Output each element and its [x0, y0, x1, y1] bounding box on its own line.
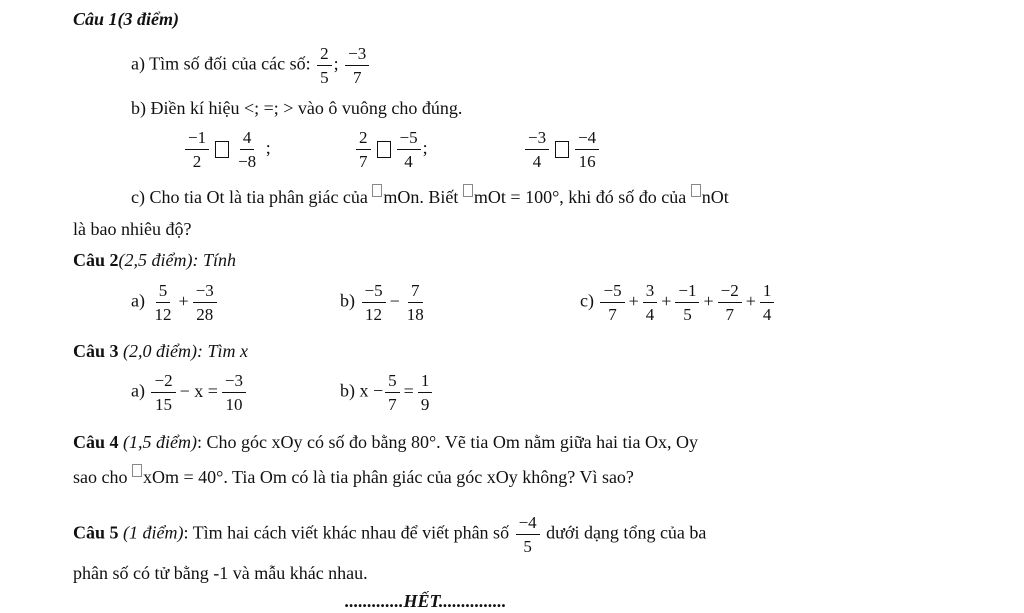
angle-symbol-icon: [691, 184, 701, 197]
q1-a-sep: ;: [333, 53, 339, 74]
q1-b-text: b) Điền kí hiệu <; =; > vào ô vuông cho đúng.: [131, 98, 463, 118]
q2-c: c) $\frac{-5}{7}$ + $\frac{3}{4}$ + $\frac{-1}{5}$ + $\frac{-2}{7}$ + $\frac{1}{4}$: [580, 281, 776, 324]
q5-line1: Câu 5 (1 điểm): Tìm hai cách viết khác nhau để viết phân số $\frac{-4}{5}$ dưới dạng tổng của ba: [73, 513, 707, 556]
q2-title: Câu 2(2,5 điểm): Tính: [73, 250, 237, 270]
q4-line2: sao cho xOm = 40°. Tia Om có là tia phân giác của góc xOy không? Vì sao?: [73, 466, 634, 488]
q1-c-line1: c) Cho tia Ot là tia phân giác của mOn. Biết mOt = 100°, khi đó số đo của nOt: [131, 186, 729, 208]
footer-end-mark: .............HẾT...............: [345, 591, 507, 611]
angle-symbol-icon: [132, 464, 142, 477]
q4-line1: Câu 4 (1,5 điểm): Cho góc xOy có số đo bằng 80°. Vẽ tia Om nằm giữa hai tia Ox, Oy: [73, 432, 699, 452]
q2-b: b) $\frac{-5}{12}$ − $\frac{7}{18}$: [340, 281, 424, 324]
compare-box-3[interactable]: [555, 141, 569, 158]
compare-box-1[interactable]: [215, 141, 229, 158]
q3-b: b) x − $\frac{5}{7}$ = $\frac{1}{9}$: [340, 371, 434, 414]
q3-a: a) $\frac{-2}{15}$ − x = $\frac{-3}{10}$: [131, 371, 248, 414]
q1-b-pair-2: $\frac{2}{7}$ $\frac{-5}{4}$ ;: [354, 128, 428, 171]
q1-b-pair-1: $\frac{-1}{2}$ $\frac{4}{-8}$ ;: [183, 128, 271, 171]
angle-symbol-icon: [372, 184, 382, 197]
q1-b-pair-3: $\frac{-3}{4}$ $\frac{-4}{16}$: [523, 128, 601, 171]
q1-a-text: a) Tìm số đối của các số:: [131, 53, 311, 74]
q1-c-line2: là bao nhiêu độ?: [73, 219, 192, 239]
q1-a-row: [131, 44, 371, 87]
q3-title: Câu 3 (2,0 điểm): Tìm x: [73, 341, 248, 361]
compare-box-2[interactable]: [377, 141, 391, 158]
q5-line2: phân số có tử bằng -1 và mẫu khác nhau.: [73, 563, 368, 583]
angle-symbol-icon: [463, 184, 473, 197]
q1-a-frac-1: $\frac{2}{5}$: [317, 44, 332, 87]
q2-a: a) $\frac{5}{12}$ + $\frac{-3}{28}$: [131, 281, 219, 324]
q1-title: Câu 1(3 điểm): [73, 9, 179, 29]
q1-a-frac-2: $\frac{-3}{7}$: [345, 44, 369, 87]
